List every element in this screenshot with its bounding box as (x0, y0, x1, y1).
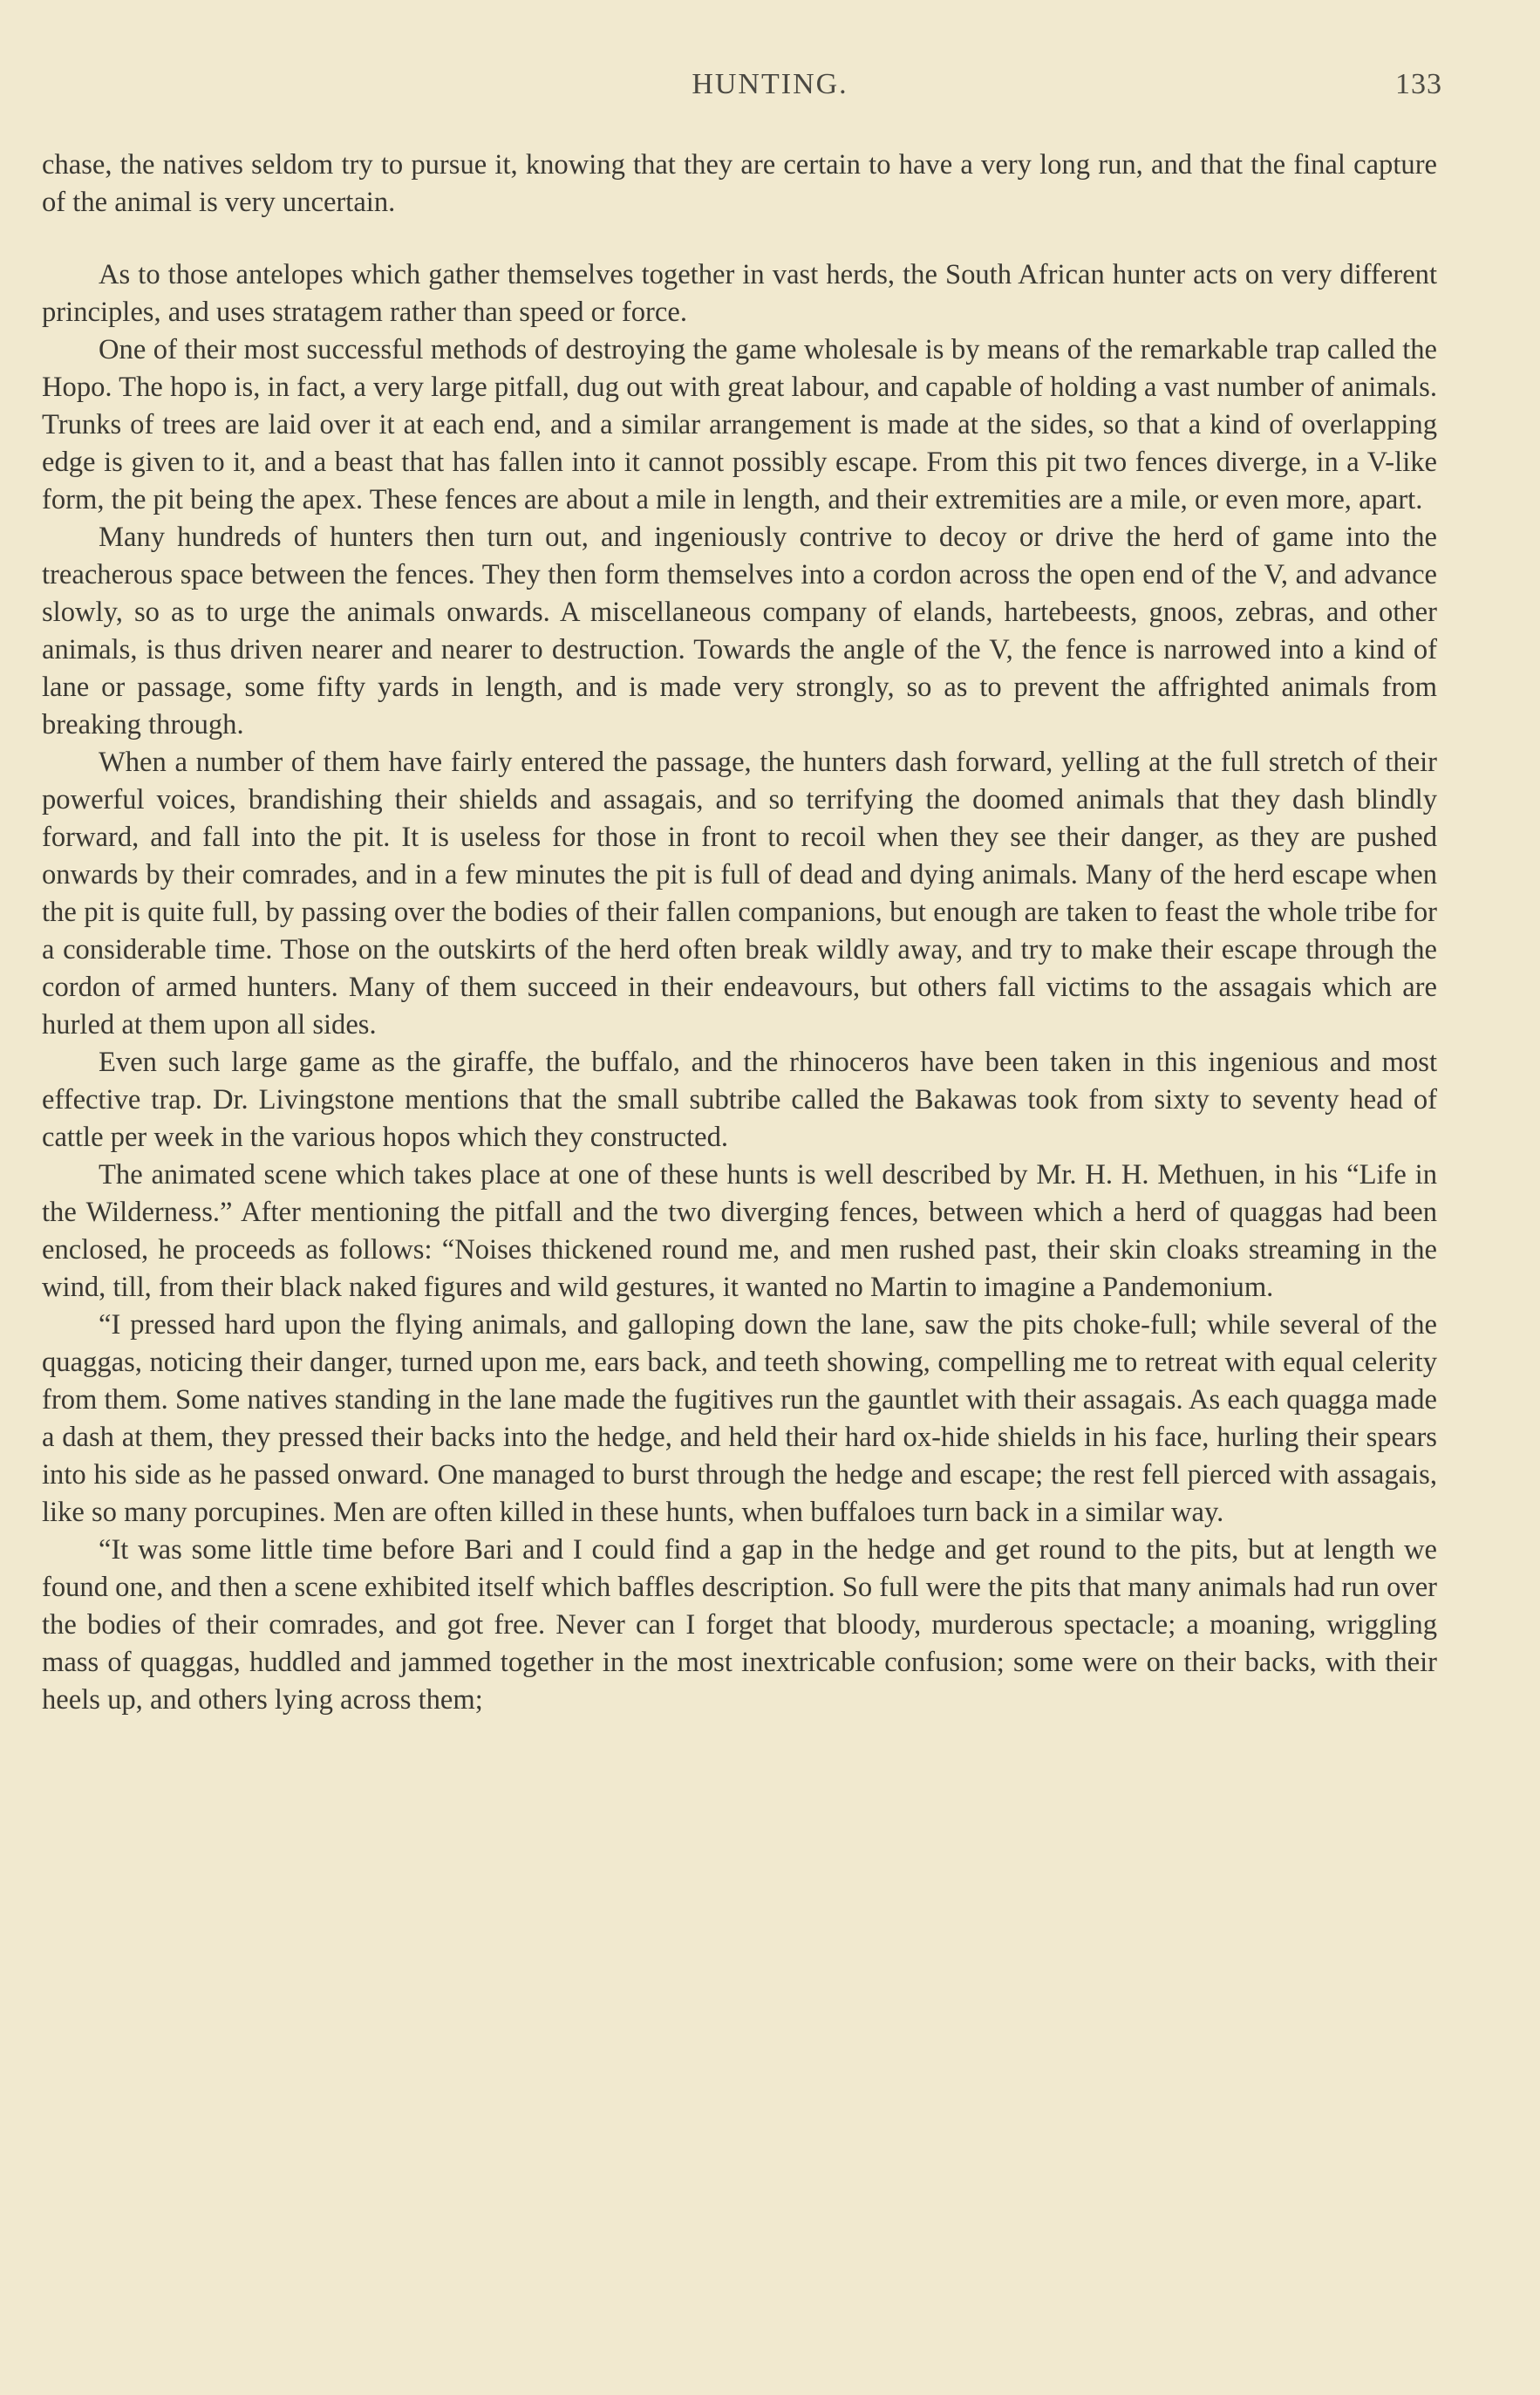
paragraph: When a number of them have fairly entered the passage, the hunters dash forward, yelling at the full stretch of their powerful voices, brandishing their shields and assagais, and so terrifying the doomed animals that they dash blindly forward, and fall into the pit. It is useless for those in front to recoil when they see their danger, as they are pushed onwards by their comrades, and in a few minutes the pit is full of dead and dying animals. Many of the herd escape when the pit is quite full, by passing over the bodies of their fallen companions, but enough are taken to feast the whole tribe for a considerable time. Those on the outskirts of the herd often break wildly away, and try to make their escape through the cordon of armed hunters. Many of them succeed in their endeavours, but others fall victims to the assagais which are hurled at them upon all sides. (42, 747, 1437, 1041)
paragraph: Even such large game as the giraffe, the buffalo, and the rhinoceros have been taken in this ingenious and most effective trap. Dr. Livingstone mentions that the small subtribe called the Bakawas took from sixty to seventy head of cattle per week in the various hopos which they constructed. (42, 1047, 1437, 1153)
paragraph-continuation: chase, the natives seldom try to pursue it, knowing that they are certain to have a very long run, and that the final capture of the animal is very uncertain. (42, 149, 1437, 218)
running-title: HUNTING. (692, 68, 848, 100)
paragraph: Many hundreds of hunters then turn out, and ingeniously contrive to decoy or drive the herd of game into the treacherous space between the fences. They then form themselves into a cordon across the open end of the V, and advance slowly, so as to urge the animals onwards. A miscellaneous company of elands, hartebeests, gnoos, zebras, and other animals, is thus driven nearer and nearer to destruction. Towards the angle of the V, the fence is narrowed into a kind of lane or passage, some fifty yards in length, and is made very strongly, so as to prevent the affrighted animals from breaking through. (42, 522, 1437, 740)
page-number: 133 (1395, 68, 1442, 100)
paragraph: “I pressed hard upon the flying animals, and galloping down the lane, saw the pits choke-full; while several of the quaggas, noticing their danger, turned upon me, ears back, and teeth showing, compelling me to retreat with equal celerity from them. Some natives standing in the lane made the fugitives run the gauntlet with their assagais. As each quagga made a dash at them, they pressed their backs into the hedge, and held their hard ox-hide shields in his face, hurling their spears into his side as he passed onward. One managed to burst through the hedge and escape; the rest fell pierced with assagais, like so many porcupines. Men are often killed in these hunts, when buffaloes turn back in a similar way. (42, 1309, 1437, 1528)
body-text (42, 147, 1437, 1719)
paragraph: One of their most successful methods of destroying the game wholesale is by means of the remarkable trap called the Hopo. The hopo is, in fact, a very large pitfall, dug out with great labour, and capable of holding a vast number of animals. Trunks of trees are laid over it at each end, and a similar arrangement is made at the sides, so that a kind of overlapping edge is given to it, and a beast that has fallen into it cannot possibly escape. From this pit two fences diverge, in a V-like form, the pit being the apex. These fences are about a mile in length, and their extremities are a mile, or even more, apart. (42, 334, 1437, 515)
paragraph: As to those antelopes which gather themselves together in vast herds, the South African hunter acts on very different principles, and uses stratagem rather than speed or force. (42, 259, 1437, 328)
running-head (0, 68, 1540, 112)
paragraph: The animated scene which takes place at one of these hunts is well described by Mr. H. H. Methuen, in his “Life in the Wilderness.” After mentioning the pitfall and the two diverging fences, between which a herd of quaggas had been enclosed, he proceeds as follows: “Noises thickened round me, and men rushed past, their skin cloaks streaming in the wind, till, from their black naked figures and wild gestures, it wanted no Martin to imagine a Pandemonium. (42, 1159, 1437, 1303)
paragraph: “It was some little time before Bari and I could find a gap in the hedge and get round to the pits, but at length we found one, and then a scene exhibited itself which baffles description. So full were the pits that many animals had run over the bodies of their comrades, and got free. Never can I forget that bloody, murderous spectacle; a moaning, wriggling mass of quaggas, huddled and jammed together in the most inextricable confusion; some were on their backs, with their heels up, and others lying across them; (42, 1534, 1437, 1716)
